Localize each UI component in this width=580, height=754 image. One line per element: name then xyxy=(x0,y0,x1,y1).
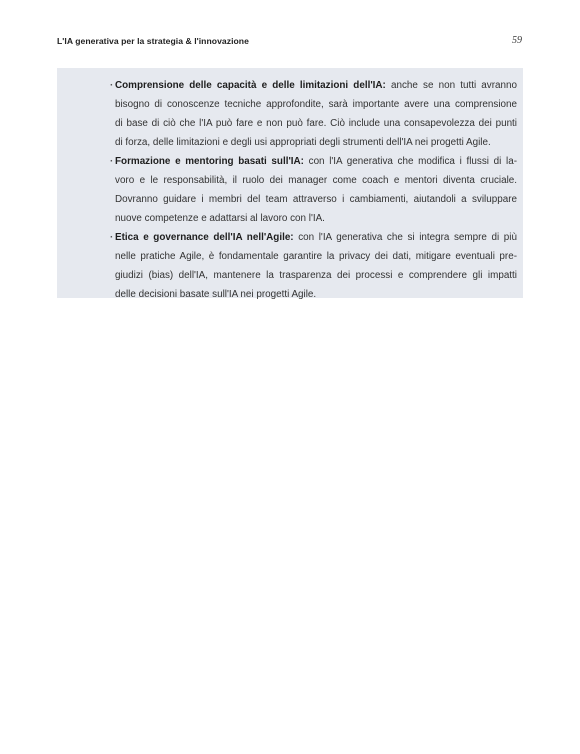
list-item xyxy=(110,228,517,304)
text-line: Dovranno guidare i membri del team attraverso i cambiamenti, aiutandoli a sviluppare xyxy=(115,194,517,205)
text-line xyxy=(115,76,517,95)
text-line xyxy=(115,152,517,171)
running-header-title: L'IA generativa per la strategia & l'innovazione xyxy=(57,36,249,46)
text-line: bisogno di conoscenze tecniche approfondite, sarà importante avere una comprensione xyxy=(115,99,517,110)
bullet-list xyxy=(110,76,517,304)
page-number: 59 xyxy=(512,35,522,46)
text-line: delle decisioni basate sull'IA nei progetti Agile. xyxy=(115,289,317,300)
bullet-dot-icon: · xyxy=(110,80,114,91)
item-text: con l'IA generativa che modifica i flussi di la- xyxy=(303,156,517,167)
text-line: nelle pratiche Agile, è fondamentale garantire la privacy dei dati, mitigare eventuali pre- xyxy=(115,251,517,262)
list-item xyxy=(110,76,517,152)
item-term: Etica e governance dell'IA nell'Agile: xyxy=(115,232,294,243)
text-line: di base di ciò che l'IA può fare e non può fare. Ciò include una consapevolezza dei punti xyxy=(115,118,517,129)
text-line: di forza, delle limitazioni e degli usi appropriati degli strumenti dell'IA nei progetti Agile. xyxy=(115,137,491,148)
text-line xyxy=(115,228,517,247)
text-line: nuove competenze e adattarsi al lavoro con l'IA. xyxy=(115,213,325,224)
item-text: anche se non tutti avranno xyxy=(385,80,517,91)
item-term: Formazione e mentoring basati sull'IA: xyxy=(115,156,304,167)
list-item xyxy=(110,152,517,228)
item-term: Comprensione delle capacità e delle limitazioni dell'IA: xyxy=(115,80,386,91)
running-header xyxy=(57,36,522,50)
text-line: voro e le responsabilità, il ruolo dei manager come coach e mentori diventa cruciale. xyxy=(115,175,517,186)
bullet-dot-icon: · xyxy=(110,232,114,243)
text-line: giudizi (bias) dell'IA, mantenere la trasparenza dei processi e comprendere gli impatti xyxy=(115,270,517,281)
bullet-dot-icon: · xyxy=(110,156,114,167)
item-text: con l'IA generativa che si integra sempre di più xyxy=(293,232,517,243)
